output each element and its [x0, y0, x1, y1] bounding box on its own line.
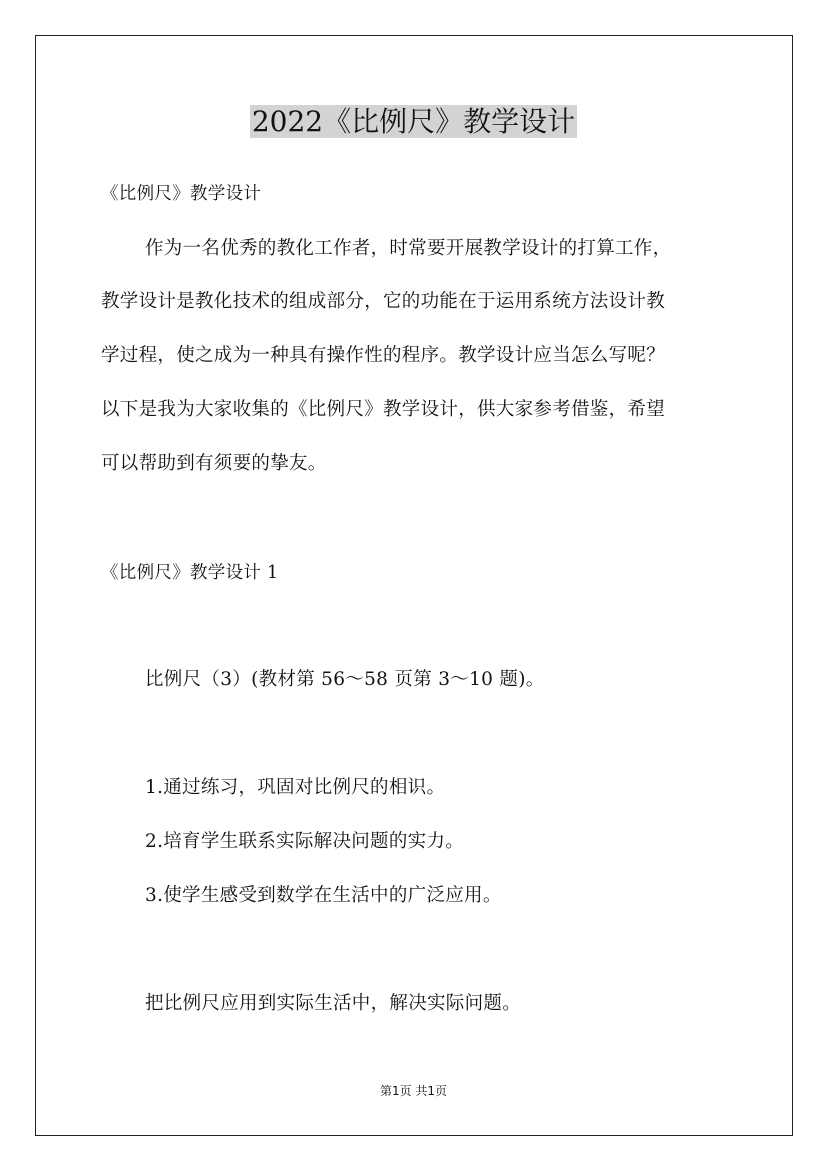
page-footer: 第1页 共1页 [379, 1084, 448, 1098]
intro-line: 学过程，使之成为一种具有操作性的程序。教学设计应当怎么写呢？ [101, 345, 666, 366]
intro-line: 作为一名优秀的教化工作者，时常要开展教学设计的打算工作， [145, 238, 672, 259]
intro-line: 可以帮助到有须要的挚友。 [101, 453, 327, 474]
document-title-text: 2022《比例尺》教学设计 [251, 105, 576, 138]
goal-item: 3.使学生感受到数学在生活中的广泛应用。 [145, 885, 502, 906]
goal-item: 1.通过练习，巩固对比例尺的相识。 [145, 777, 446, 798]
document-title [0, 102, 827, 142]
intro-line: 教学设计是教化技术的组成部分，它的功能在于运用系统方法设计教 [101, 291, 666, 312]
key-point: 把比例尺应用到实际生活中，解决实际问题。 [145, 993, 522, 1014]
content-reference: 比例尺（3）(教材第 56～58 页第 3～10 题)。 [145, 669, 545, 690]
document-subtitle: 《比例尺》教学设计 [101, 184, 262, 204]
section-heading: 《比例尺》教学设计 1 [101, 563, 279, 583]
intro-line: 以下是我为大家收集的《比例尺》教学设计，供大家参考借鉴，希望 [101, 399, 666, 420]
goal-item: 2.培育学生联系实际解决问题的实力。 [145, 831, 465, 852]
